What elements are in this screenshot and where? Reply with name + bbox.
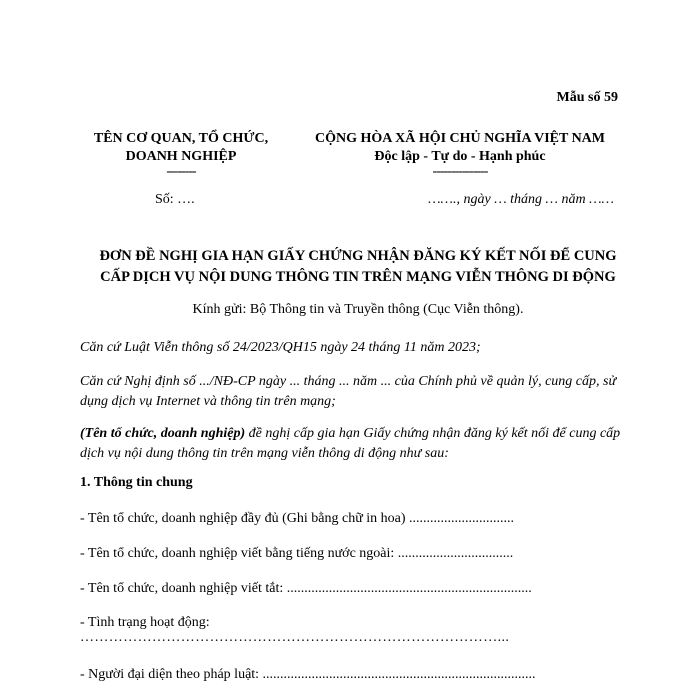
greeting: Kính gửi: Bộ Thông tin và Truyền thông (Cục Viễn thông). (192, 302, 524, 317)
legal-basis-decree: Căn cứ Nghị định số .../NĐ-CP ngày ... tháng ... năm ... của Chính phủ về quản lý, cung cấp, sử dụng dịch vụ Internet và thông tin trên mạng; (80, 374, 617, 409)
date-line: ……., ngày … tháng … năm …… (428, 192, 614, 207)
document-title (60, 246, 656, 288)
field-foreign-name[interactable]: - Tên tổ chức, doanh nghiệp viết bằng tiếng nước ngoài: ................................. (80, 546, 514, 561)
section-general-info: 1. Thông tin chung (80, 475, 193, 490)
request-text: đề nghị cấp gia hạn Giấy chứng nhận đăng ký kết nối để cung cấp dịch vụ nội dung thông tin trên mạng viễn thông di động như sau: (80, 426, 621, 461)
national-header (286, 130, 634, 178)
field-legal-representative[interactable]: - Người đại diện theo pháp luật: .............................................................................. (80, 667, 536, 682)
national-motto: Độc lập - Tự do - Hạnh phúc (374, 149, 546, 164)
org-name-line2: DOANH NGHIỆP (125, 149, 237, 164)
request-paragraph (80, 424, 640, 464)
republic-name: CỘNG HÒA XÃ HỘI CHỦ NGHĨA VIỆT NAM (314, 131, 605, 146)
org-divider: -------- (166, 164, 196, 179)
field-short-name[interactable]: - Tên tổ chức, doanh nghiệp viết tắt: ...................................................................... (80, 581, 532, 596)
request-org-placeholder: (Tên tổ chức, doanh nghiệp) (80, 426, 246, 441)
organization-header (72, 130, 290, 178)
org-name-line1: TÊN CƠ QUAN, TỔ CHỨC, (93, 131, 269, 146)
title-line1: ĐƠN ĐỀ NGHỊ GIA HẠN GIẤY CHỨNG NHẬN ĐĂNG KÝ KẾT NỐI ĐỂ CUNG (99, 248, 617, 264)
field-full-name[interactable]: - Tên tổ chức, doanh nghiệp đầy đủ (Ghi bằng chữ in hoa) .............................. (80, 511, 515, 526)
motto-divider: --------------- (432, 164, 488, 179)
legal-basis-law: Căn cứ Luật Viễn thông số 24/2023/QH15 ngày 24 tháng 11 năm 2023; (80, 340, 481, 355)
field-operating-status-label: - Tình trạng hoạt động: (80, 615, 210, 630)
title-line2: CẤP DỊCH VỤ NỘI DUNG THÔNG TIN TRÊN MẠNG VIỄN THÔNG DI ĐỘNG (100, 269, 616, 285)
document-number: Số: …. (155, 192, 195, 207)
form-number: Mẫu số 59 (556, 90, 618, 105)
field-operating-status-blank[interactable]: ……………………………………………………………………………... (80, 630, 510, 645)
